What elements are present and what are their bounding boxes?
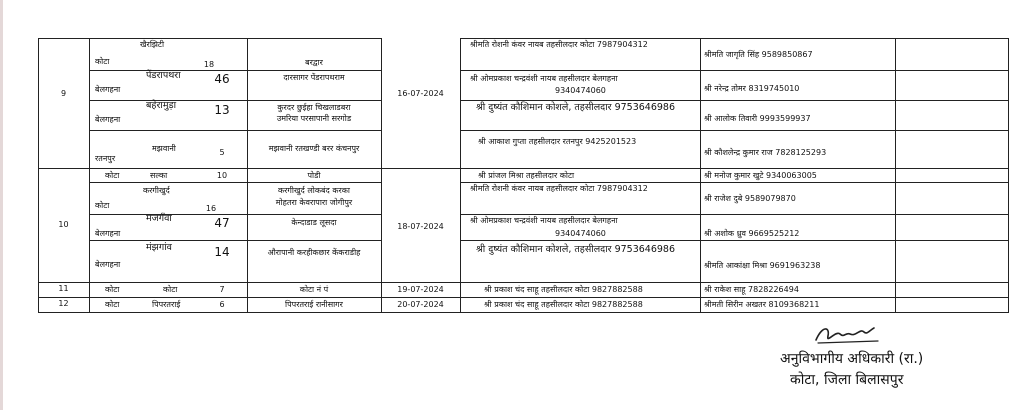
villages-cell: कुरदर छुईहा चिखलाडबरा <box>277 103 351 112</box>
officer-designation: अनुविभागीय अधिकारी (रा.) <box>780 351 924 367</box>
supervisor-cell: श्री आलोक तिवारी 9993599937 <box>704 114 811 123</box>
rule <box>700 38 701 313</box>
rule <box>89 240 381 241</box>
tehsil-cell: कोटा <box>95 57 110 66</box>
villages-cell-line2: मोहतरा केवरापारा जोगीपुर <box>275 198 353 207</box>
villages-cell: पिपरतराई रानीसागर <box>285 300 343 309</box>
villages-cell: केन्दाडाड लूसदा <box>291 218 337 227</box>
rule <box>38 168 1008 169</box>
supervisor-cell: श्रीमती सिरीन अखतर 8109368211 <box>704 300 820 309</box>
officer-cell: श्री दुष्यंत कौशिमान कोशले, तहसीलदार 9753646986 <box>476 102 676 113</box>
signature-icon <box>812 320 882 348</box>
rule <box>38 297 1008 298</box>
rule <box>89 70 381 71</box>
villages-cell: करगीखुर्द लोकबंद करका <box>278 186 350 195</box>
rule <box>895 38 896 313</box>
serial-number: 12 <box>58 299 69 308</box>
serial-number: 11 <box>58 284 69 293</box>
rule <box>38 282 1008 283</box>
supervisor-cell: श्रीमति जागृति सिंह 9589850867 <box>704 50 813 59</box>
rule <box>460 214 1008 215</box>
officer-cell: श्री ओमप्रकाश चन्द्रवंशी नायब तहसीलदार बेलगहना <box>470 216 618 225</box>
officer-cell: श्रीमति रोशनी कंवर नायब तहसीलदार कोटा 7987904312 <box>470 184 648 193</box>
tehsil-cell: कोटा <box>95 201 110 210</box>
sector-cell: पिपरतराई <box>152 300 181 309</box>
serial-number: 9 <box>60 89 67 98</box>
date-cell: 18-07-2024 <box>397 222 444 231</box>
rule <box>460 38 461 313</box>
supervisor-cell: श्री राकेश साहू 7828226494 <box>704 285 799 294</box>
villages-cell: दारसागर पेंडरापथराम <box>283 73 345 82</box>
rule <box>38 312 1008 313</box>
rule <box>460 70 1008 71</box>
rule <box>89 214 381 215</box>
rule <box>89 182 381 183</box>
tehsil-cell: कोटा <box>105 285 120 294</box>
sector-cell: मझवानी <box>152 144 176 153</box>
officer-cell: श्री प्रांजल मिश्रा तहसीलदार कोटा <box>478 171 575 180</box>
rule <box>460 240 1008 241</box>
officer-cell: श्री आकाश गुप्ता तहसीलदार रतनपुर 9425201523 <box>478 137 637 146</box>
sector-cell: कोटा <box>163 285 178 294</box>
count-cell: 16 <box>205 204 217 213</box>
date-cell: 16-07-2024 <box>397 89 444 98</box>
tehsil-cell: कोटा <box>105 300 120 309</box>
supervisor-cell: श्रीमति आकांक्षा मिश्रा 9691963238 <box>704 261 821 270</box>
tehsil-cell: बेलगहना <box>95 115 121 124</box>
villages-cell: पोडी <box>307 171 321 180</box>
rule <box>1008 38 1009 313</box>
villages-cell: बरद्वार <box>305 58 323 67</box>
date-cell: 20-07-2024 <box>397 300 444 309</box>
tehsil-cell: रतनपुर <box>95 154 116 163</box>
serial-number: 10 <box>58 220 69 229</box>
count-cell: 18 <box>203 60 215 69</box>
count-cell: 7 <box>219 285 225 294</box>
sector-cell: सल्का <box>150 171 168 180</box>
count-cell: 13 <box>214 103 230 117</box>
count-cell: 10 <box>216 171 228 180</box>
supervisor-cell: श्री कौशलेन्द्र कुमार राज 7828125293 <box>704 148 827 157</box>
villages-cell: मझवानी रतखण्डी बरर कंचनपुर <box>268 144 360 153</box>
supervisor-cell: श्री नरेन्द्र तोमर 8319745010 <box>704 84 800 93</box>
officer-cell: श्री प्रकाश चंद साहू तहसीलदार कोटा 9827882588 <box>484 300 643 309</box>
date-cell: 19-07-2024 <box>397 285 444 294</box>
officer-cell: श्री दुष्यंत कौशिमान कोशले, तहसीलदार 9753646986 <box>476 244 676 255</box>
tehsil-cell: बेलगहना <box>95 85 121 94</box>
count-cell: 14 <box>214 245 230 259</box>
sector-cell: मंझगांव <box>146 242 172 253</box>
villages-cell-line2: उमरिया परसापानी सरगोड <box>276 114 352 123</box>
villages-cell: औरापानी करहीकछार केंकराडीह <box>267 248 361 257</box>
officer-cell: श्री प्रकाश चंद साहू तहसीलदार कोटा 9827882588 <box>484 285 643 294</box>
rule <box>460 130 1008 131</box>
count-cell: 5 <box>219 148 225 157</box>
count-cell: 46 <box>214 72 230 86</box>
supervisor-cell: श्री मनोज कुमार खुटे 9340063005 <box>704 171 817 180</box>
officer-phone: 9340474060 <box>555 86 606 95</box>
villages-cell: कोटा नं पं <box>299 285 329 294</box>
count-cell: 6 <box>219 300 225 309</box>
sector-cell: पेंडरापथरा <box>146 70 181 81</box>
supervisor-cell: श्री अशोक ध्रुव 9669525212 <box>704 229 800 238</box>
rule <box>460 38 1008 39</box>
sector-cell: मजगँवा <box>146 213 172 224</box>
rule <box>89 130 381 131</box>
officer-cell: श्री ओमप्रकाश चन्द्रवंशी नायब तहसीलदार बेलगहना <box>470 74 618 83</box>
sector-cell: खैरझिटी <box>140 40 165 49</box>
sector-cell: बहेरामुड़ा <box>146 100 177 111</box>
tehsil-cell: बेलगहना <box>95 229 121 238</box>
officer-phone: 9340474060 <box>555 229 606 238</box>
rule <box>381 38 382 313</box>
officer-cell: श्रीमति रोशनी कंवर नायब तहसीलदार कोटा 7987904312 <box>470 40 648 49</box>
rule <box>89 100 381 101</box>
supervisor-cell: श्री राजेश दुबे 9589079870 <box>704 194 796 203</box>
count-cell: 47 <box>214 216 230 230</box>
rule <box>38 38 39 313</box>
rule <box>89 38 90 313</box>
office-location: कोटा, जिला बिलासपुर <box>790 372 904 388</box>
rule <box>460 182 1008 183</box>
tehsil-cell: कोटा <box>105 171 120 180</box>
sector-cell: करगीखुर्द <box>143 186 170 195</box>
tehsil-cell: बेलगहना <box>95 260 121 269</box>
rule <box>460 100 1008 101</box>
